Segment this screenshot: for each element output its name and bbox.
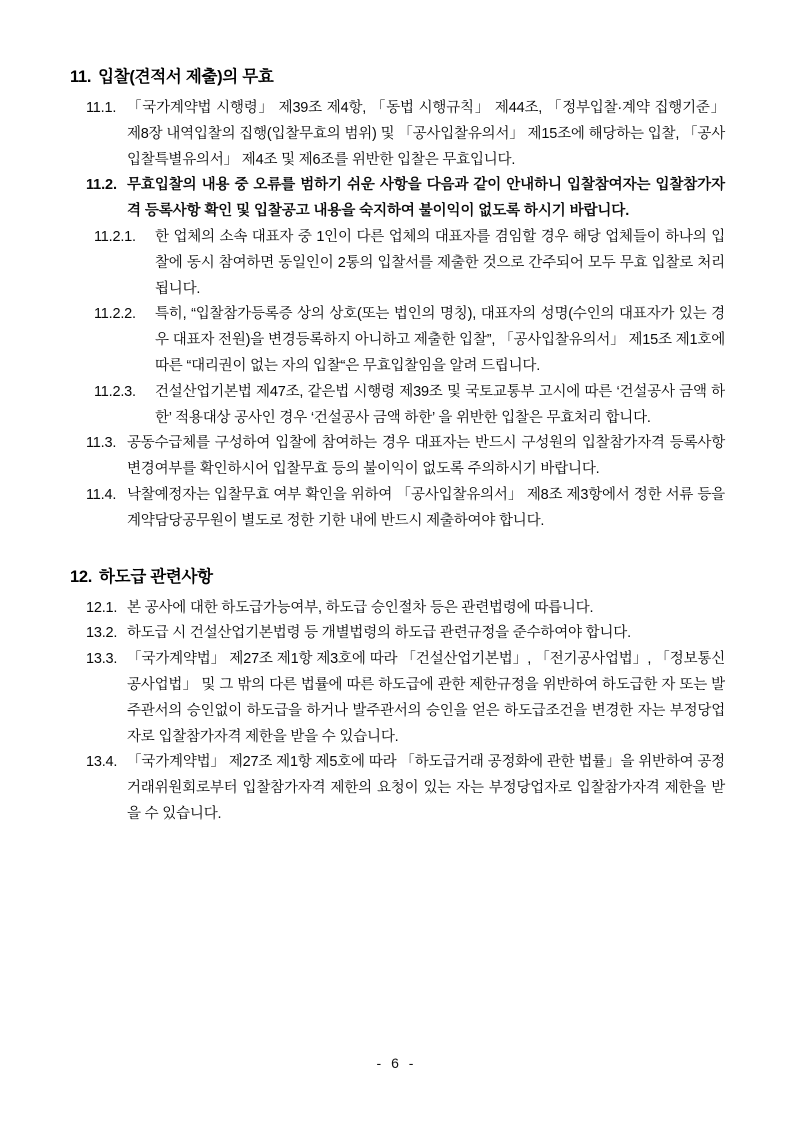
- clause-item: [70, 302, 725, 379]
- clause-text: 본 공사에 대한 하도급가능여부, 하도급 승인절차 등은 관련법령에 따릅니다.: [127, 599, 594, 616]
- clause-number: 13.4.: [86, 754, 118, 771]
- clause-text: 무효입찰의 내용 중 오류를 범하기 쉬운 사항을 다음과 같이 안내하니 입찰참여자는 입찰참가자격 등록사항 확인 및 입찰공고 내용을 숙지하여 불이익이 없도록 하시기 바랍니다.: [127, 177, 725, 220]
- clause-item: [70, 750, 725, 827]
- clause-item: [70, 173, 725, 225]
- clause-item: [70, 225, 725, 302]
- clause-number: 12.1.: [86, 599, 118, 616]
- clause-number: 11.3.: [86, 435, 117, 452]
- section-heading: [70, 564, 725, 591]
- clause-number: 11.2.2.: [94, 306, 136, 323]
- clause-number: 11.2.3.: [94, 383, 136, 400]
- clause-text: 「국가계약법」 제27조 제1항 제3호에 따라 「건설산업기본법」, 「전기공사업법」, 「정보통신공사업법」 및 그 밖의 다른 법률에 따른 하도급에 관한 제한규정을 위반하여 하도급한 자 또는 발주관서의 승인없이 하도급을 하거나 발주관서의 승인을 얻은 하도급조건을 변경한 자는 부정당업자로 입찰참가자격 제한을 받을 수 있습니다.: [127, 651, 725, 745]
- clause-item: [70, 621, 725, 647]
- clause-item: [70, 431, 725, 483]
- clause-number: 13.2.: [86, 625, 118, 642]
- section: [70, 564, 725, 828]
- clause-text: 특히, “입찰참가등록증 상의 상호(또는 법인의 명칭), 대표자의 성명(수인의 대표자가 있는 경우 대표자 전원)을 변경등록하지 아니하고 제출한 입찰”, 「공사입찰유의서」 제15조 제1호에 따른 “대리권이 없는 자의 입찰“은 무효입찰임을 알려 드립니다.: [155, 306, 725, 374]
- clause-text: 공동수급체를 구성하여 입찰에 참여하는 경우 대표자는 반드시 구성원의 입찰참가자격 등록사항 변경여부를 확인하시어 입찰무효 등의 불이익이 없도록 주의하시기 바랍니다.: [127, 435, 725, 478]
- section-title: 입찰(견적서 제출)의 무효: [98, 68, 274, 86]
- section-number: 11.: [70, 68, 92, 86]
- clause-item: [70, 647, 725, 750]
- clause-number: 11.2.1.: [94, 228, 136, 245]
- page-number-footer: - 6 -: [376, 1055, 417, 1071]
- section-title: 하도급 관련사항: [99, 567, 213, 586]
- clause-item: [70, 483, 725, 535]
- clause-item: [70, 96, 725, 173]
- clause-number: 11.4.: [86, 486, 117, 503]
- clause-text: 하도급 시 건설산업기본법령 등 개별법령의 하도급 관련규정을 준수하여야 합니다.: [127, 625, 631, 642]
- document-body: [70, 64, 725, 828]
- clause-item: [70, 596, 725, 622]
- clause-text: 「국가계약법」 제27조 제1항 제5호에 따라 「하도급거래 공정화에 관한 법률」을 위반하여 공정거래위원회로부터 입찰참가자격 제한의 요청이 있는 자는 부정당업자로 입찰참가자격 제한을 받을 수 있습니다.: [127, 754, 725, 822]
- section-number: 12.: [70, 567, 93, 586]
- clause-text: 낙찰예정자는 입찰무효 여부 확인을 위하여 「공사입찰유의서」 제8조 제3항에서 정한 서류 등을 계약담당공무원이 별도로 정한 기한 내에 반드시 제출하여야 합니다.: [127, 486, 725, 529]
- clause-text: 한 업체의 소속 대표자 중 1인이 다른 업체의 대표자를 겸임할 경우 해당 업체들이 하나의 입찰에 동시 참여하면 동일인이 2통의 입찰서를 제출한 것으로 간주되어 모두 무효 입찰로 처리됩니다.: [155, 228, 725, 297]
- clause-number: 11.2.: [86, 177, 117, 194]
- clause-text: 「국가계약법 시행령」 제39조 제4항, 「동법 시행규칙」 제44조, 「정부입찰·계약 집행기준」 제8장 내역입찰의 집행(입찰무효의 범위) 및 「공사입찰유의서」 제15조에 해당하는 입찰, 「공사입찰특별유의서」 제4조 및 제6조를 위반한 입찰은 무효입니다.: [127, 100, 725, 168]
- section-heading: [70, 64, 725, 91]
- clause-item: [70, 380, 725, 432]
- clause-number: 11.1.: [86, 100, 117, 116]
- clause-number: 13.3.: [86, 651, 118, 668]
- clause-text: 건설산업기본법 제47조, 같은법 시행령 제39조 및 국토교통부 고시에 따른 ‘건설공사 금액 하한’ 적용대상 공사인 경우 ‘건설공사 금액 하한’ 을 위반한 입찰은 무효처리 합니다.: [155, 383, 725, 426]
- section: [70, 64, 725, 535]
